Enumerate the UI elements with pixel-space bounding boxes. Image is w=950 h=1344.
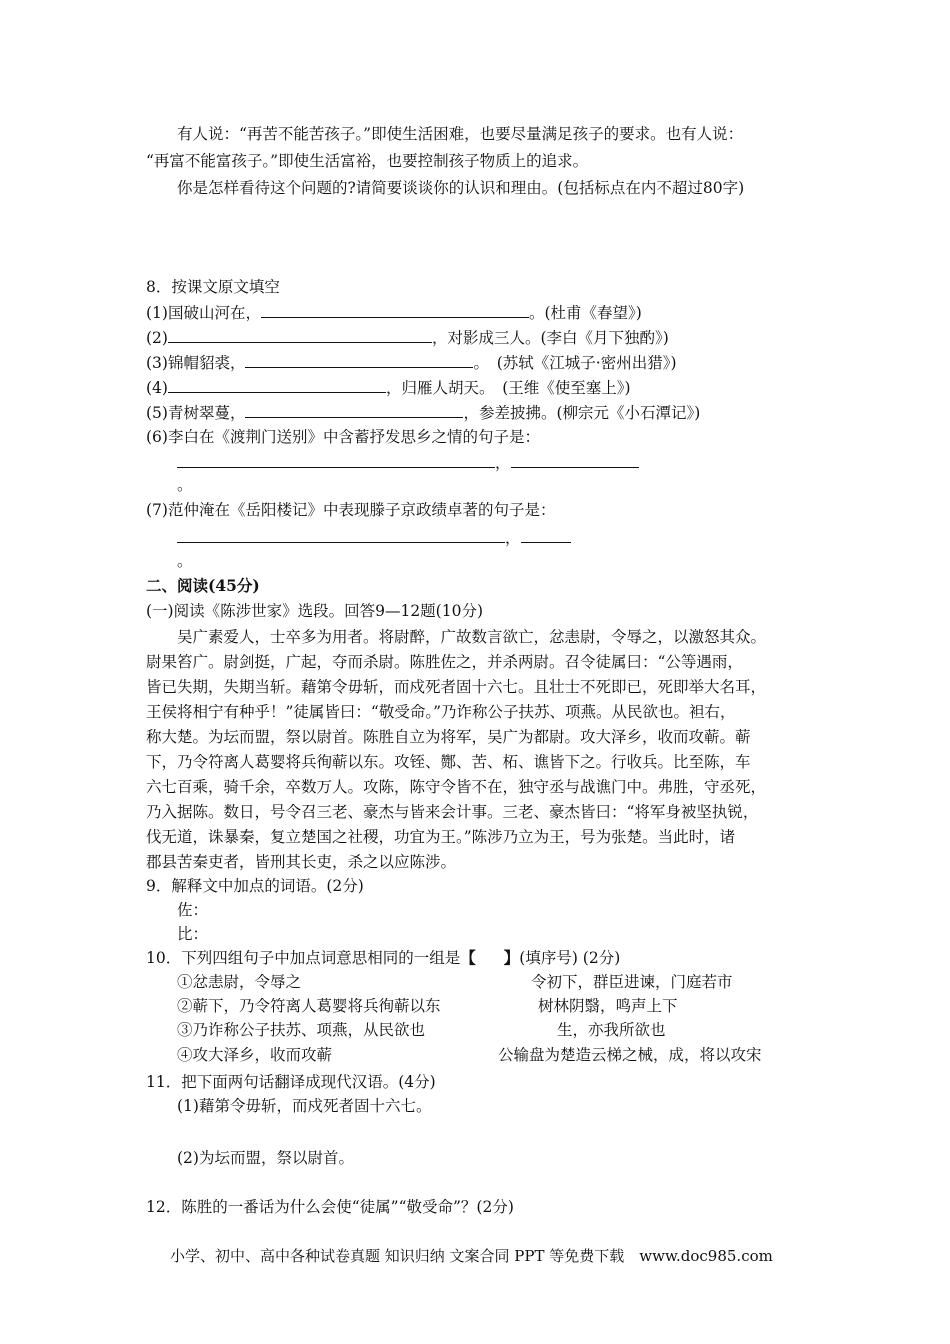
- q10-option-2-left: ②蕲下，乃令符离人葛婴将兵徇蕲以东: [177, 997, 441, 1015]
- section-2-title: 二、阅读(45分): [146, 576, 260, 595]
- q8-item-7-answer: ，: [177, 527, 571, 548]
- passage-line: 乃入据陈。数日，号令召三老、豪杰与皆来会计事。三老、豪杰皆曰：“将军身被坚执锐，: [146, 803, 759, 821]
- q8-item-5: (5)青树翠蔓， ，参差披拂。(柳宗元《小石潭记》): [146, 404, 701, 422]
- q8-item-6-answer: ，: [177, 452, 639, 473]
- q9-answer-zuo: 佐：: [177, 901, 209, 919]
- q9-title: 9．解释文中加点的词语。(2分): [146, 877, 364, 895]
- passage-line: 吴广素爱人，士卒多为用者。将尉醉，广故数言欲亡，忿恚尉，令辱之，以激怒其众。: [146, 628, 767, 646]
- section-2-subtitle: (一)阅读《陈涉世家》选段。回答9—12题(10分): [146, 602, 483, 620]
- q11-sentence-1: (1)藉第令毋斩，而戍死者固十六七。: [177, 1097, 432, 1115]
- passage-line: 尉果笞广。尉剑挺，广起，夺而杀尉。陈胜佐之，并杀两尉。召令徒属曰：“公等遇雨，: [146, 653, 743, 671]
- answer-blank[interactable]: [245, 352, 473, 368]
- q8-title: 8．按课文原文填空: [146, 278, 280, 296]
- answer-blank[interactable]: [511, 452, 639, 468]
- q8-item-7-end: 。: [177, 552, 193, 570]
- q11-sentence-2: (2)为坛而盟，祭以尉首。: [177, 1149, 354, 1167]
- q10-option-4-left: ④攻大泽乡，收而攻蕲: [177, 1046, 333, 1064]
- answer-blank[interactable]: [521, 527, 571, 543]
- q8-item-3: (3)锦帽貂裘， 。 (苏轼《江城子·密州出猎》): [146, 354, 677, 372]
- prompt-line-1: 有人说：“再苦不能苦孩子。”即使生活困难，也要尽量满足孩子的要求。也有人说：: [177, 125, 744, 143]
- q12-title: 12．陈胜的一番话为什么会使“徒属”“敬受命”？(2分): [146, 1198, 514, 1216]
- q8-item-2: (2) ，对影成三人。(李白《月下独酌》): [146, 329, 669, 347]
- q8-item-1: (1)国破山河在， 。(杜甫《春望》): [146, 304, 642, 322]
- answer-blank[interactable]: [168, 377, 386, 393]
- q8-item-6-end: 。: [177, 476, 193, 494]
- passage-line: 郡县苦秦吏者，皆刑其长吏，杀之以应陈涉。: [146, 853, 457, 871]
- q10-option-4-right: 公输盘为楚造云梯之械，成，将以攻宋: [498, 1046, 762, 1064]
- passage-line: 皆已失期，失期当斩。藉第令毋斩，而戍死者固十六七。且壮士不死即已，死即举大名耳，: [146, 678, 767, 696]
- page-footer: 小学、初中、高中各种试卷真题 知识归纳 文案合同 PPT 等免费下载 www.doc985.com: [170, 1247, 773, 1265]
- q8-item-6: (6)李白在《渡荆门送别》中含蓄抒发思乡之情的句子是：: [146, 428, 540, 446]
- passage-line: 伐无道，诛暴秦，复立楚国之社稷，功宜为王。”陈涉乃立为王，号为张楚。当此时，诸: [146, 828, 736, 846]
- q10-option-2-right: 树林阴翳，鸣声上下: [538, 997, 678, 1015]
- q10-option-3-right: 生，亦我所欲也: [557, 1021, 666, 1039]
- q9-answer-bi: 比：: [177, 925, 209, 943]
- passage-line: 下，乃令符离人葛婴将兵徇蕲以东。攻铚、酂、苦、柘、谯皆下之。行收兵。比至陈，车: [146, 753, 751, 771]
- q10-option-3-left: ③乃诈称公子扶苏、项燕，从民欲也: [177, 1021, 426, 1039]
- q10-option-1-left: ①忿恚尉，令辱之: [177, 973, 302, 991]
- answer-blank[interactable]: [261, 302, 529, 318]
- prompt-question: 你是怎样看待这个问题的?请简要谈谈你的认识和理由。(包括标点在内不超过80字): [177, 179, 745, 197]
- answer-blank[interactable]: [177, 527, 505, 543]
- answer-blank[interactable]: [245, 402, 463, 418]
- answer-blank[interactable]: [168, 327, 432, 343]
- passage-line: 王侯将相宁有种乎！”徒属皆曰：“敬受命。”乃诈称公子扶苏、项燕。从民欲也。袒右，: [146, 703, 736, 721]
- passage-line: 六七百乘，骑千余，卒数万人。攻陈，陈守令皆不在，独守丞与战谯门中。弗胜，守丞死，: [146, 778, 767, 796]
- q11-title: 11．把下面两句话翻译成现代汉语。(4分): [146, 1073, 436, 1091]
- answer-blank[interactable]: [177, 452, 495, 468]
- q10-title: 10．下列四组句子中加点词意思相同的一组是【 】(填序号) (2分): [146, 948, 621, 967]
- prompt-line-2: “再富不能富孩子。”即使生活富裕，也要控制孩子物质上的追求。: [146, 152, 589, 170]
- q10-option-1-right: 令初下，群臣进谏，门庭若市: [531, 973, 733, 991]
- q8-item-7: (7)范仲淹在《岳阳楼记》中表现滕子京政绩卓著的句子是：: [146, 501, 556, 519]
- passage-line: 称大楚。为坛而盟，祭以尉首。陈胜自立为将军，吴广为都尉。攻大泽乡，收而攻蕲。蕲: [146, 728, 751, 746]
- q8-item-4: (4) ，归雁人胡天。 (王维《使至塞上》): [146, 379, 631, 397]
